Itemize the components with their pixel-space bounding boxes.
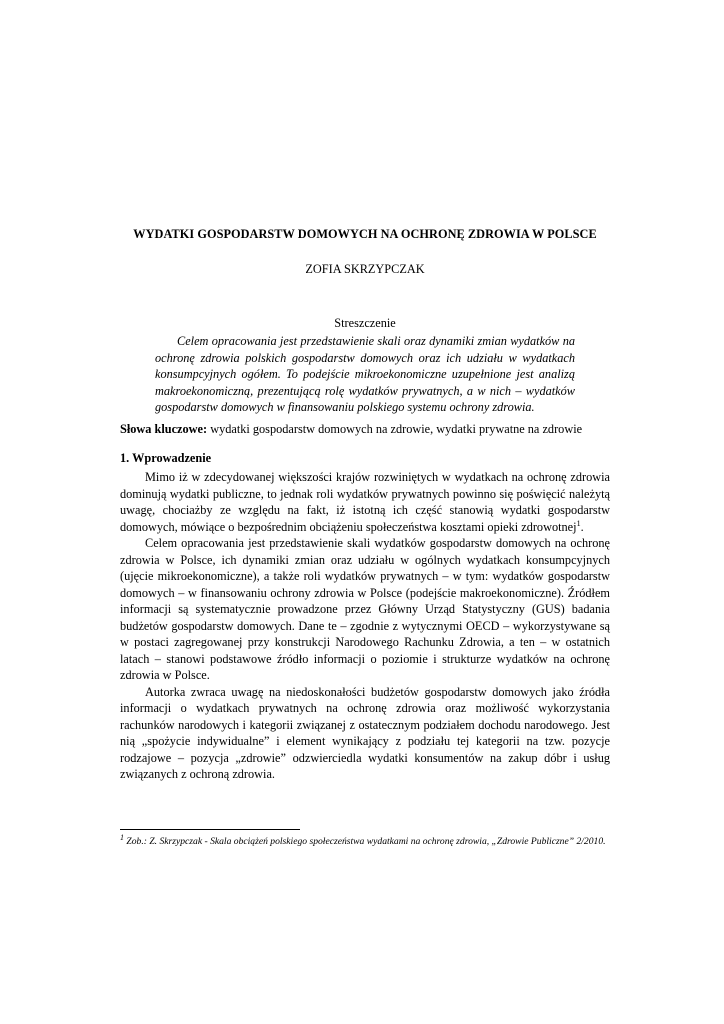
paragraph <box>120 535 610 684</box>
paragraph <box>120 469 610 535</box>
author-name: ZOFIA SKRZYPCZAK <box>305 262 425 276</box>
footnote-text: Zob.: Z. Skrzypczak - Skala obciążeń polskiego społeczeństwa wydatkami na ochronę zdrowia, „Zdrowie Publiczne” 2/2010. <box>126 836 606 847</box>
paragraph-text: Mimo iż w zdecydowanej większości krajów rozwiniętych w wydatkach na ochronę zdrowia dominują wydatki publiczne, to jednak roli wydatków prywatnych powinno się poświęcić należytą uwagę, chociażby ze względu na fakt, iż istotną ich część stanowią wydatki gospodarstw domowych, mówiące o bezpośrednim obciążeniu społeczeństwa kosztami opieki zdrowotnej <box>120 470 610 534</box>
footnote-reference[interactable]: 1 <box>576 518 581 528</box>
keywords-label: Słowa kluczowe: <box>120 422 208 436</box>
section-heading: 1. Wprowadzenie <box>120 451 212 465</box>
keywords <box>120 421 610 437</box>
paragraph-text: Autorka zwraca uwagę na niedoskonałości budżetów gospodarstw domowych jako źródła informacji o wydatkach prywatnych na ochronę zdrowia oraz możliwość wykorzystania rachunków narodowych i kategorii związanej z ostatecznym podziałem dochodu narodowego. Jest nią „spożycie indywidualne” i element wynikający z podziału tej kategorii na tzw. pozycje rodzajowe – pozycja „zdrowie” odzwierciedla wydatki konsumentów na zakup dóbr i usług związanych z ochroną zdrowia. <box>120 684 610 781</box>
footnote <box>120 832 610 848</box>
footnote-number: 1 <box>120 832 124 842</box>
section-body <box>120 469 610 783</box>
paragraph-text: Celem opracowania jest przedstawienie skali wydatków gospodarstw domowych na ochronę zdrowia w Polsce, ich dynamiki zmian oraz udziału w ogólnych wydatkach konsumpcyjnych (ujęcie mikroekonomiczne), a także roli wydatków prywatnych – w tym: wydatków gospodarstw domowych – w finansowaniu ochrony zdrowia w Polsce (podejście makroekonomiczne). Źródłem informacji są systematycznie prowadzone przez Główny Urząd Statystyczny (GUS) badania budżetów gospodarstw domowych. Dane te – zgodnie z wytycznymi OECD – wykorzystywane są w postaci zagregowanej przy konstrukcji Narodowego Rachunku Zdrowia, a ten – w ostatnich latach – stanowi podstawowe źródło informacji o poziomie i strukturze wydatków na ochronę zdrowia w Polsce. <box>120 536 610 682</box>
paper-title: WYDATKI GOSPODARSTW DOMOWYCH NA OCHRONĘ ZDROWIA W POLSCE <box>133 227 597 241</box>
keywords-text: wydatki gospodarstw domowych na zdrowie, wydatki prywatne na zdrowie <box>210 422 583 436</box>
abstract-text: Celem opracowania jest przedstawienie skali oraz dynamiki zmian wydatków na ochronę zdrowia polskich gospodarstw domowych oraz ich udziału w wydatkach konsumpcyjnych ogółem. To podejście mikroekonomiczne uzupełnione jest analizą makroekonomiczną, prezentującą rolę wydatków prywatnych, a w nich – wydatków gospodarstw domowych w finansowaniu polskiego systemu ochrony zdrowia. <box>155 334 575 415</box>
abstract-heading: Streszczenie <box>334 316 396 330</box>
footnote-divider <box>120 829 300 830</box>
paragraph <box>120 684 610 783</box>
paragraph-end: . <box>580 519 584 534</box>
